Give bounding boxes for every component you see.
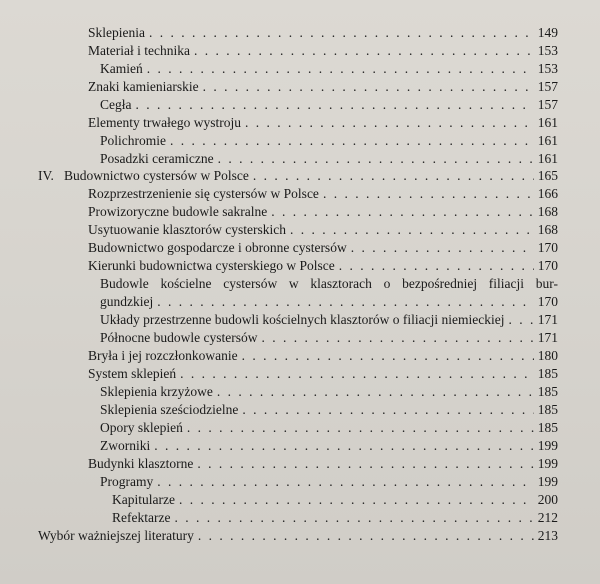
toc-entry bbox=[88, 42, 558, 60]
toc-entry-title: Bryła i jej rozczłonkowanie bbox=[88, 348, 238, 363]
toc-entry bbox=[88, 203, 558, 221]
toc-entry-page: 180 bbox=[537, 348, 558, 363]
chapter-numeral: IV. bbox=[38, 168, 54, 183]
toc-entry-title: Sklepienia bbox=[88, 25, 145, 40]
toc-entry-title: Usytuowanie klasztorów cysterskich bbox=[88, 222, 286, 237]
toc-entry bbox=[100, 437, 558, 455]
toc-entry-page: 185 bbox=[537, 366, 558, 381]
dot-leader bbox=[245, 114, 534, 132]
toc-entry-title: Sklepienia krzyżowe bbox=[100, 384, 213, 399]
dot-leader bbox=[242, 347, 534, 365]
toc-entry-page: 185 bbox=[537, 402, 558, 417]
toc-entry-page: 170 bbox=[537, 258, 558, 273]
toc-entry-page: 161 bbox=[537, 133, 558, 148]
toc-entry-page: 212 bbox=[537, 510, 558, 525]
toc-entry bbox=[100, 60, 558, 78]
toc-entry bbox=[88, 114, 558, 132]
dot-leader bbox=[261, 329, 533, 347]
toc-entry-page: 153 bbox=[537, 43, 558, 58]
dot-leader bbox=[242, 401, 533, 419]
toc-entry bbox=[100, 473, 558, 491]
toc-entry-title: System sklepień bbox=[88, 366, 177, 381]
toc-entry-page: 165 bbox=[537, 168, 558, 183]
toc-entry-page: 199 bbox=[537, 456, 558, 471]
dot-leader bbox=[203, 78, 534, 96]
toc-entry bbox=[100, 419, 558, 437]
dot-leader bbox=[174, 509, 533, 527]
toc-entry bbox=[88, 78, 558, 96]
toc-entry bbox=[100, 401, 558, 419]
toc-entry-page: 199 bbox=[537, 474, 558, 489]
toc-entry-page: 161 bbox=[537, 115, 558, 130]
toc-entry-title: Posadzki ceramiczne bbox=[100, 151, 214, 166]
toc-entry-page: 213 bbox=[537, 528, 558, 543]
toc-chapter-entry bbox=[38, 167, 558, 185]
dot-leader bbox=[198, 527, 534, 545]
dot-leader bbox=[271, 203, 534, 221]
dot-leader bbox=[194, 42, 534, 60]
toc-entry-title: Programy bbox=[100, 474, 154, 489]
toc-entry bbox=[88, 257, 558, 275]
toc-entry-title: Wybór ważniejszej literatury bbox=[38, 528, 194, 543]
dot-leader bbox=[154, 437, 534, 455]
dot-leader bbox=[147, 60, 534, 78]
dot-leader bbox=[290, 221, 534, 239]
dot-leader bbox=[217, 383, 534, 401]
toc-entry-page: 171 bbox=[537, 312, 558, 327]
toc-entry-page: 168 bbox=[537, 222, 558, 237]
toc-entry-page: 161 bbox=[537, 151, 558, 166]
toc-entry-title: Północne budowle cystersów bbox=[100, 330, 258, 345]
dot-leader bbox=[136, 96, 534, 114]
toc-entry-page: 157 bbox=[537, 97, 558, 112]
toc-entry-page: 170 bbox=[537, 240, 558, 255]
toc-entry bbox=[112, 509, 558, 527]
toc-entry-multiline bbox=[100, 275, 558, 311]
toc-entry-page: 149 bbox=[537, 25, 558, 40]
toc-chapter-title bbox=[38, 167, 249, 185]
toc-entry bbox=[100, 329, 558, 347]
toc-entry-title: Budynki klasztorne bbox=[88, 456, 194, 471]
dot-leader bbox=[180, 365, 534, 383]
dot-leader bbox=[197, 455, 533, 473]
dot-leader bbox=[253, 167, 534, 185]
toc-entry-page: 185 bbox=[537, 420, 558, 435]
toc-entry-title: Kapitularze bbox=[112, 492, 175, 507]
toc-entry-title: Znaki kamieniarskie bbox=[88, 79, 199, 94]
dot-leader bbox=[149, 24, 534, 42]
toc-entry-title: Sklepienia sześciodzielne bbox=[100, 402, 239, 417]
toc-entry-title: Układy przestrzenne budowli kościelnych klasztorów o filiacji niemieckiej bbox=[100, 312, 505, 327]
toc-entry-page: 171 bbox=[537, 330, 558, 345]
toc-entry-page: 170 bbox=[537, 294, 558, 309]
dot-leader bbox=[509, 311, 534, 329]
toc-entry-title: Kierunki budownictwa cysterskiego w Polsce bbox=[88, 258, 335, 273]
dot-leader bbox=[157, 473, 534, 491]
toc-entry bbox=[88, 365, 558, 383]
toc-entry-page: 200 bbox=[537, 492, 558, 507]
dot-leader bbox=[170, 132, 534, 150]
toc-entry-title: Elementy trwałego wystroju bbox=[88, 115, 241, 130]
toc-entry bbox=[88, 185, 558, 203]
toc-entry bbox=[100, 150, 558, 168]
toc-entry-page: 185 bbox=[537, 384, 558, 399]
toc-entry-title: Refektarze bbox=[112, 510, 171, 525]
toc-entry-title: Kamień bbox=[100, 61, 143, 76]
dot-leader bbox=[157, 293, 534, 311]
toc-entry-title: Opory sklepień bbox=[100, 420, 183, 435]
toc-entry bbox=[88, 347, 558, 365]
toc-entry-page: 157 bbox=[537, 79, 558, 94]
toc-entry bbox=[100, 132, 558, 150]
toc-entry-title: Materiał i technika bbox=[88, 43, 190, 58]
toc-entry-title: Budownictwo gospodarcze i obronne cystersów bbox=[88, 240, 347, 255]
toc-entry-title: Prowizoryczne budowle sakralne bbox=[88, 204, 268, 219]
toc-entry-page: 166 bbox=[537, 186, 558, 201]
dot-leader bbox=[339, 257, 534, 275]
toc-entry-title: Rozprzestrzenienie się cystersów w Polsce bbox=[88, 186, 319, 201]
toc-entry bbox=[100, 311, 558, 329]
dot-leader bbox=[351, 239, 534, 257]
toc-entry-title: Budownictwo cystersów w Polsce bbox=[64, 168, 249, 183]
toc-entry-title-line1: Budowle kościelne cystersów w klasztorach o bezpośredniej filiacji bur- bbox=[100, 276, 558, 291]
dot-leader bbox=[179, 491, 534, 509]
toc-entry-page: 199 bbox=[537, 438, 558, 453]
dot-leader bbox=[218, 150, 534, 168]
toc-entry bbox=[38, 527, 558, 545]
toc-entry-title: Polichromie bbox=[100, 133, 166, 148]
toc-entry bbox=[100, 383, 558, 401]
toc-entry-page: 168 bbox=[537, 204, 558, 219]
toc-entry-title-line2: gundzkiej bbox=[100, 294, 154, 309]
toc-entry-title: Zworniki bbox=[100, 438, 151, 453]
toc-entry bbox=[88, 24, 558, 42]
toc-entry bbox=[88, 455, 558, 473]
toc-entry bbox=[100, 96, 558, 114]
toc-entry-title: Cegła bbox=[100, 97, 132, 112]
toc-entry bbox=[112, 491, 558, 509]
toc-entry-page: 153 bbox=[537, 61, 558, 76]
dot-leader bbox=[187, 419, 534, 437]
dot-leader bbox=[323, 185, 534, 203]
toc-entry bbox=[88, 221, 558, 239]
toc-entry bbox=[88, 239, 558, 257]
